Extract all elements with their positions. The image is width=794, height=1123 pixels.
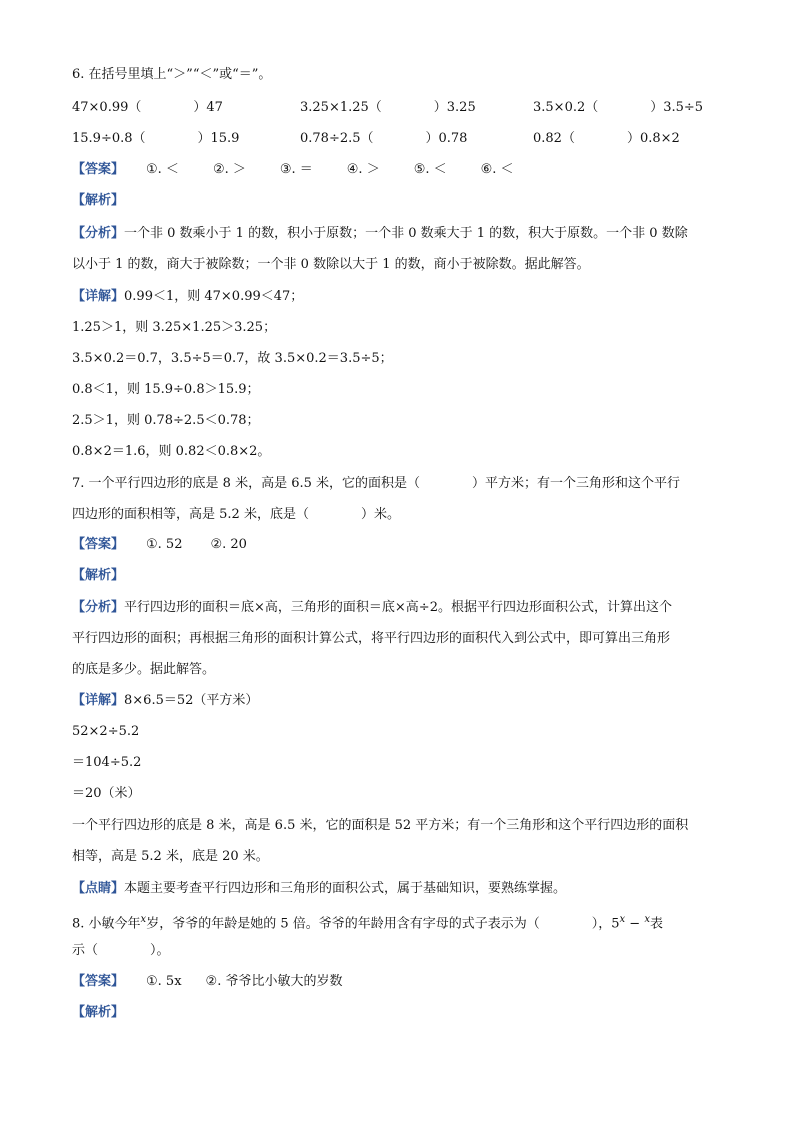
answer-label: 【答案】 [72, 974, 125, 989]
q8-answer-line [72, 973, 342, 991]
q8-var-x: x [140, 914, 147, 925]
q8-stem-line-1 [72, 911, 663, 933]
fenxi-label: 【分析】 [72, 600, 125, 615]
q6-xiangjie-text-1: 0.99＜1，则 47×0.99＜47； [124, 289, 304, 304]
q6-item-4: 15.9÷0.8（ ）15.9 [72, 131, 240, 146]
fenxi-label: 【分析】 [72, 226, 125, 241]
q6-item-3: 3.5×0.2（ ）3.5÷5 [533, 100, 704, 115]
q6-analysis-label: 【解析】 [72, 193, 125, 208]
q7-stem-line-2: 四边形的面积相等，高是 5.2 米，底是（ ）米。 [72, 507, 400, 522]
q6-answer-5: ⑤. ＜ [413, 162, 447, 177]
q8-stem-part-c: 表 [649, 916, 663, 932]
q8-answer-2: ②. 爷爷比小敏大的岁数 [205, 974, 343, 989]
q7-calc-line-1: 52×2÷5.2 [72, 724, 140, 739]
q6-answer-1: ①. ＜ [146, 162, 179, 177]
q7-calc-line-2: ＝104÷5.2 [72, 755, 142, 770]
q6-item-6: 0.82（ ）0.8×2 [533, 131, 680, 146]
q6-fenxi-text-1: 一个非 0 数乘小于 1 的数，积小于原数；一个非 0 数乘大于 1 的数，积大于原数。一个非 0 数除 [124, 226, 688, 241]
q7-dianjing-text: 本题主要考查平行四边形和三角形的面积公式，属于基础知识，要熟练掌握。 [124, 881, 567, 896]
q6-answer-2: ②. ＞ [212, 162, 246, 177]
q8-stem-part-a: 8. 小敏今年 [72, 916, 141, 932]
q6-xiangjie-line-5: 2.5＞1，则 0.78÷2.5＜0.78； [72, 413, 260, 428]
q7-xiangjie-line-1 [72, 692, 258, 710]
q7-fenxi-text-1: 平行四边形的面积＝底×高，三角形的面积＝底×高÷2。根据平行四边形面积公式，计算出这个 [124, 600, 672, 615]
q6-answer-3: ③. ＝ [279, 162, 313, 177]
q7-dianjing-line [72, 880, 566, 898]
q6-xiangjie-line-1 [72, 288, 303, 306]
q7-analysis-label: 【解析】 [72, 568, 125, 583]
q6-xiangjie-line-2: 1.25＞1，则 3.25×1.25＞3.25； [72, 320, 277, 335]
q7-calc-line-3: ＝20（米） [72, 786, 141, 801]
dianjing-label: 【点睛】 [72, 881, 125, 896]
q7-answer-line [72, 536, 247, 554]
q6-xiangjie-line-3: 3.5×0.2＝0.7，3.5÷5＝0.7，故 3.5×0.2＝3.5÷5； [72, 351, 393, 366]
q8-stem-part-b: 岁，爷爷的年龄是她的 5 倍。爷爷的年龄用含有字母的式子表示为（ ），5 [146, 916, 620, 932]
q6-xiangjie-line-4: 0.8＜1，则 15.9÷0.8＞15.9； [72, 382, 260, 397]
q7-summary-line-2: 相等，高是 5.2 米，底是 20 米。 [72, 849, 269, 864]
q8-minus: − [625, 916, 645, 932]
q6-item-2: 3.25×1.25（ ）3.25 [300, 100, 476, 115]
q6-stem: 6. 在括号里填上“＞”“＜”或“＝”。 [72, 67, 272, 82]
xiangjie-label: 【详解】 [72, 693, 125, 708]
answer-label: 【答案】 [72, 537, 125, 552]
q6-item-1: 47×0.99（ ）47 [72, 100, 223, 115]
q6-answer-line [72, 161, 514, 179]
q8-answer-1: ①. 5x [146, 974, 182, 989]
q7-fenxi-line-3: 的底是多少。据此解答。 [72, 662, 216, 677]
q6-answer-4: ④. ＞ [346, 162, 380, 177]
q7-xiangjie-text-1: 8×6.5＝52（平方米） [124, 693, 259, 708]
xiangjie-label: 【详解】 [72, 289, 125, 304]
q8-var-x-2: x [619, 914, 626, 925]
q8-analysis-label: 【解析】 [72, 1005, 125, 1020]
q6-fenxi-line-2: 以小于 1 的数，商大于被除数；一个非 0 数除以大于 1 的数，商小于被除数。据此解答。 [72, 257, 590, 272]
answer-label: 【答案】 [72, 162, 125, 177]
q7-fenxi-line-2: 平行四边形的面积；再根据三角形的面积计算公式，将平行四边形的面积代入到公式中，即可算出三角形 [72, 631, 671, 646]
q7-answer-2: ②. 20 [210, 537, 247, 552]
q6-answer-6: ⑥. ＜ [480, 162, 514, 177]
q8-stem-line-2: 示（ ）。 [72, 943, 170, 958]
q7-summary-line-1: 一个平行四边形的底是 8 米，高是 6.5 米，它的面积是 52 平方米；有一个三角形和这个平行四边形的面积 [72, 818, 689, 833]
q8-var-x-3: x [644, 914, 650, 925]
q6-item-5: 0.78÷2.5（ ）0.78 [300, 131, 468, 146]
q6-fenxi-line-1 [72, 225, 688, 243]
q6-xiangjie-line-6: 0.8×2＝1.6，则 0.82＜0.8×2。 [72, 444, 271, 459]
q7-answer-1: ①. 52 [146, 537, 183, 552]
q7-fenxi-line-1 [72, 599, 672, 617]
q7-stem-line-1: 7. 一个平行四边形的底是 8 米，高是 6.5 米，它的面积是（ ）平方米；有一个三角形和这个平行 [72, 476, 681, 491]
